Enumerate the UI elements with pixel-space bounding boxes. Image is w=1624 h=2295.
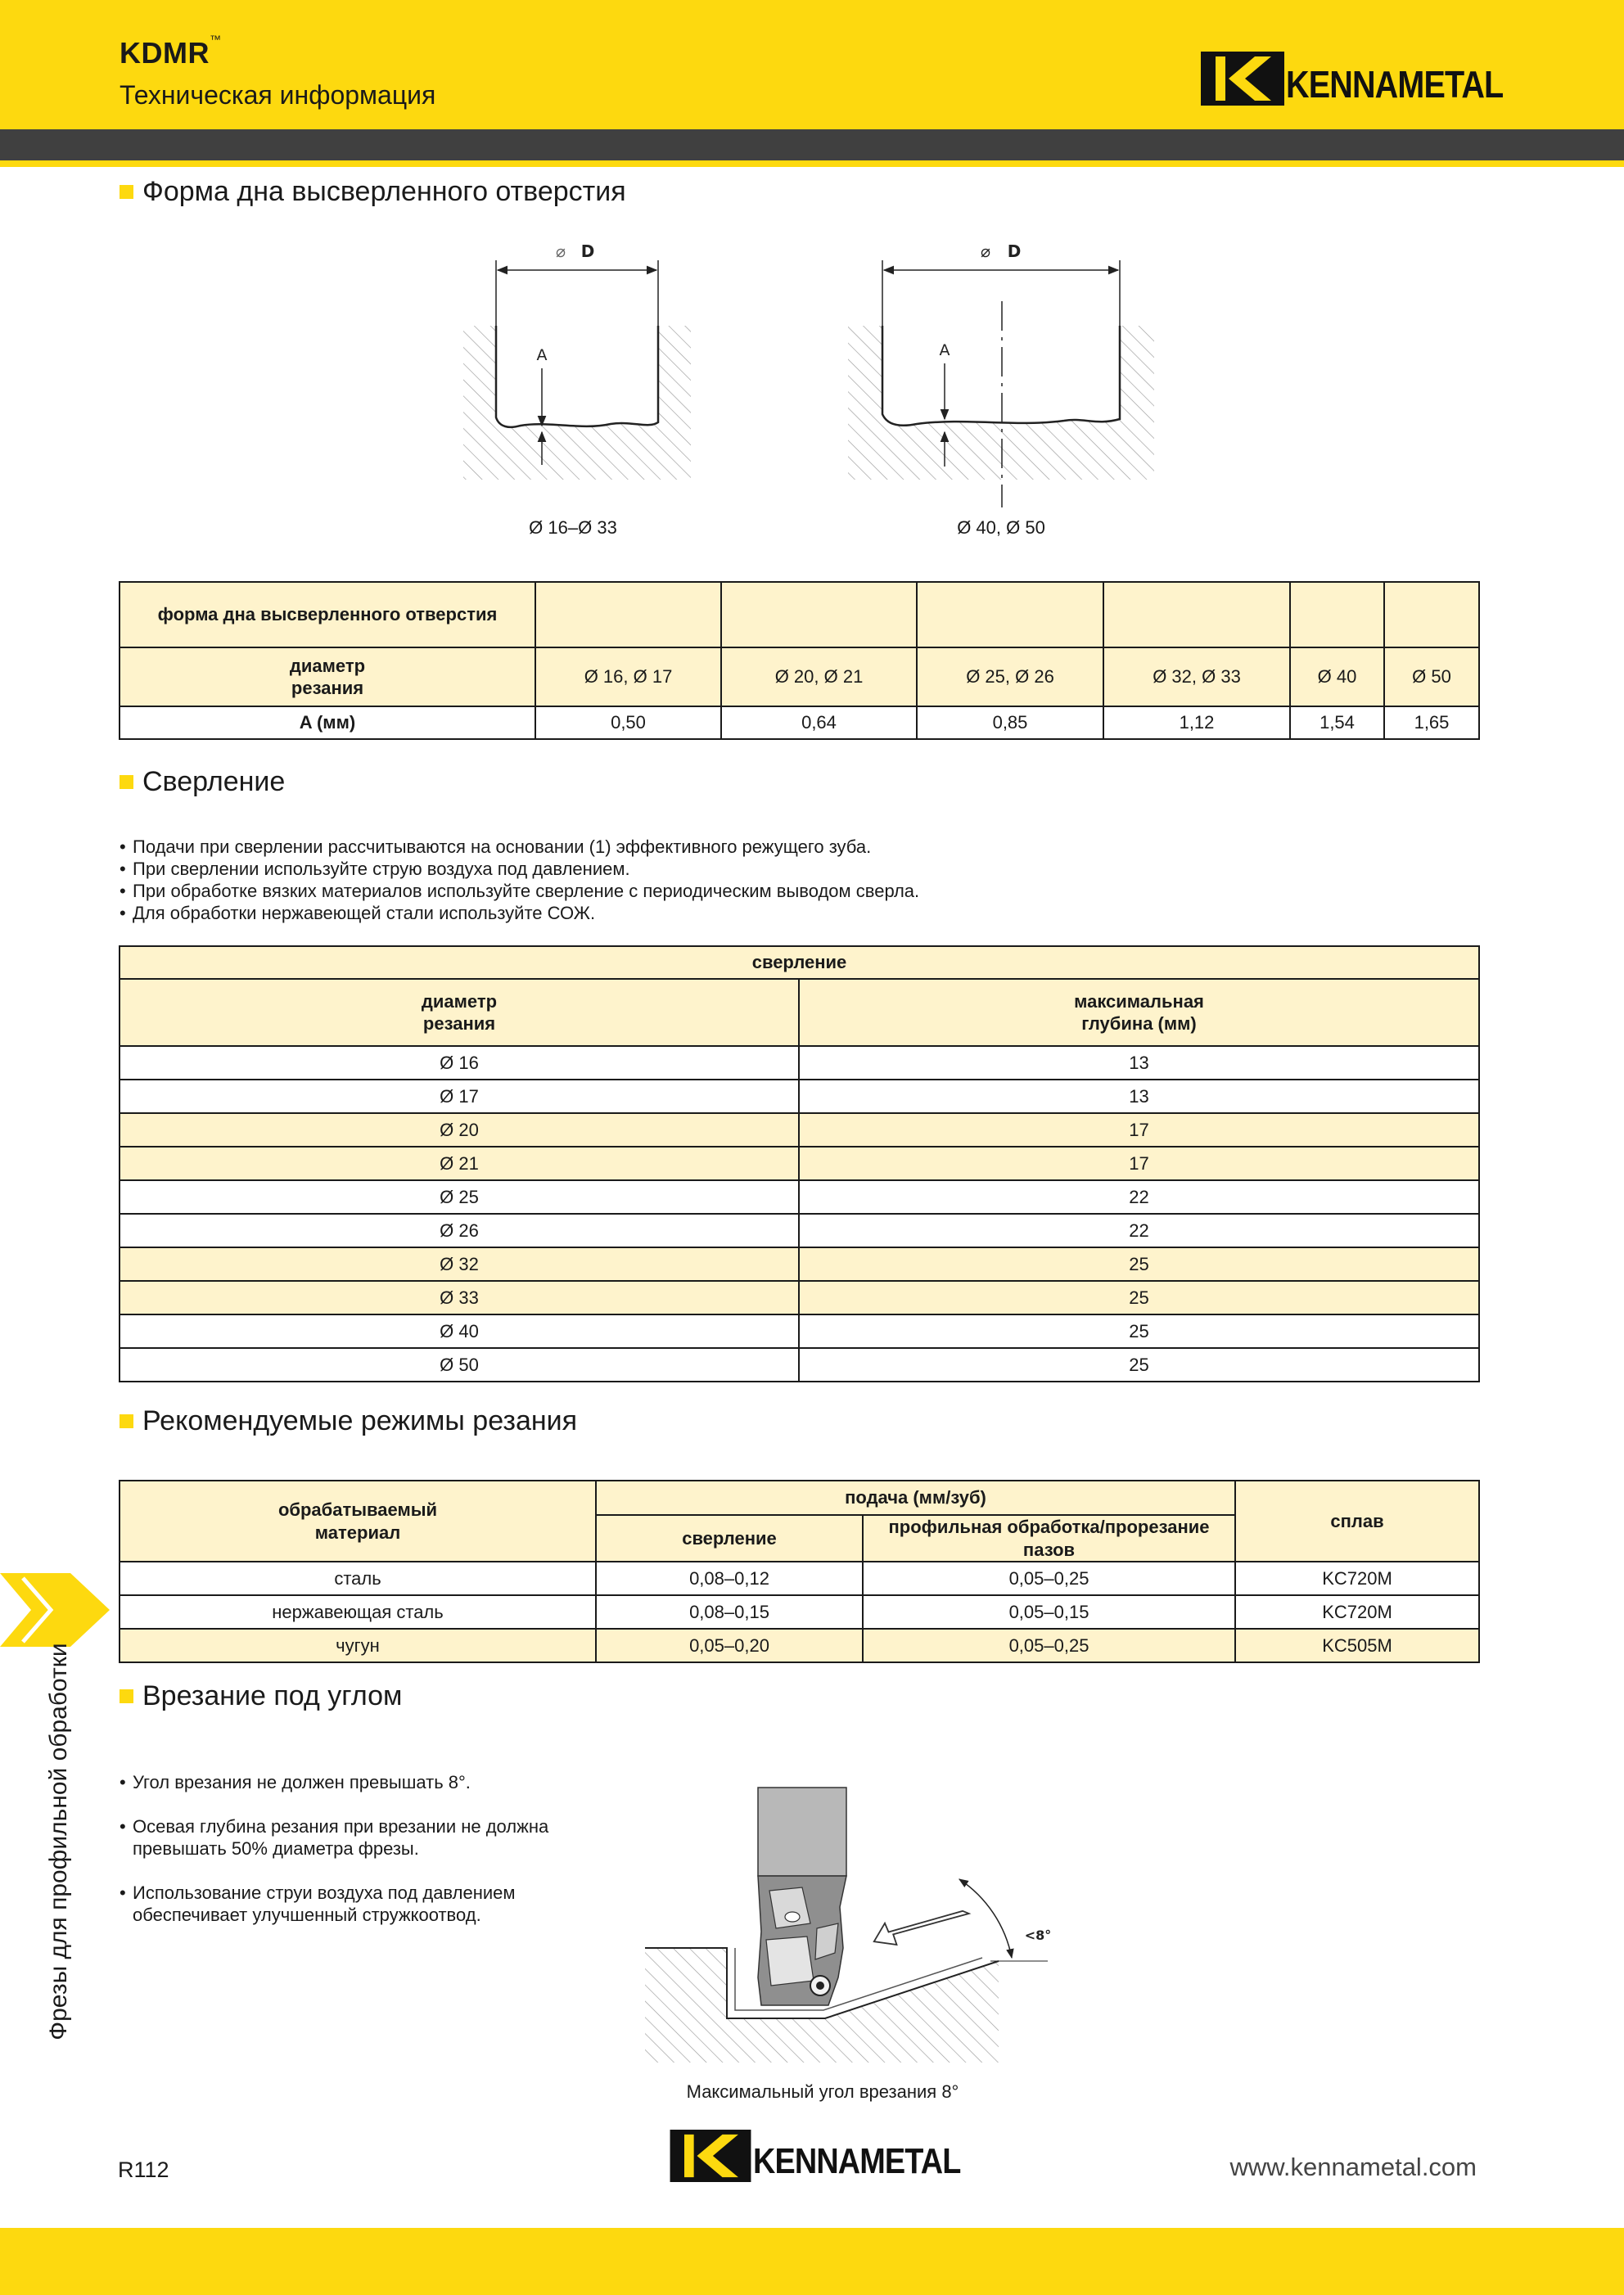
- diameter-cell: Ø 33: [120, 1281, 799, 1314]
- diameter-cell: Ø 20, Ø 21: [721, 647, 917, 706]
- note-item: • Для обработки нержавеющей стали используйте СОЖ.: [120, 902, 919, 924]
- drilling-depth-table: [119, 945, 1480, 1382]
- hole-bottom-table: [119, 581, 1480, 740]
- depth-cell: 17: [799, 1147, 1479, 1180]
- grade-cell: KC720M: [1235, 1595, 1479, 1629]
- kennametal-k-icon: [1201, 52, 1284, 106]
- note-item: • Осевая глубина резания при врезании не должна превышать 50% диаметра фрезы.: [120, 1815, 548, 1860]
- insert: [766, 1937, 814, 1986]
- diameter-cell: Ø 40: [120, 1314, 799, 1348]
- svg-text:D: D: [580, 241, 595, 261]
- note-item: • Угол врезания не должен превышать 8°.: [120, 1771, 548, 1793]
- shape-cell: [1384, 582, 1479, 647]
- column-header-grade: сплав: [1235, 1481, 1479, 1562]
- shape-cell: [1290, 582, 1384, 647]
- shape-cell: [535, 582, 721, 647]
- note-item: • Использование струи воздуха под давлением обеспечивает улучшенный стружкоотвод.: [120, 1882, 548, 1926]
- note-item: • При обработке вязких материалов используйте сверление с периодическим выводом сверла.: [120, 880, 919, 902]
- svg-text:⌀: ⌀: [555, 241, 566, 261]
- drilling-feed-cell: 0,08–0,15: [596, 1595, 863, 1629]
- a-value-cell: 1,12: [1103, 706, 1290, 739]
- diagram-caption-small: Ø 16–Ø 33: [529, 517, 617, 538]
- ramping-notes: [120, 1749, 548, 1948]
- diameter-cell: Ø 25, Ø 26: [917, 647, 1103, 706]
- table-row: [120, 1080, 1479, 1113]
- mill-shank: [758, 1788, 846, 1876]
- chapter-label: Фрезы для профильной обработки: [45, 1643, 72, 2040]
- svg-text:<8°: <8°: [1024, 1928, 1052, 1943]
- depth-cell: 22: [799, 1180, 1479, 1214]
- diameter-cell: Ø 16, Ø 17: [535, 647, 721, 706]
- table-row: [120, 1348, 1479, 1382]
- feed-direction-arrow: [874, 1900, 969, 1955]
- depth-cell: 25: [799, 1314, 1479, 1348]
- chapter-arrow-icon: [0, 1573, 111, 1647]
- row-label-a: A (мм): [120, 706, 535, 739]
- diameter-cell: Ø 20: [120, 1113, 799, 1147]
- product-name: KDMR™: [120, 33, 222, 70]
- footer-kennametal-logo: KENNAMETAL: [670, 2130, 995, 2182]
- table-row: [120, 1281, 1479, 1314]
- diameter-cell: Ø 25: [120, 1180, 799, 1214]
- section-title-hole-bottom: Форма дна высверленного отверстия: [120, 176, 626, 208]
- table-row: [120, 1046, 1479, 1080]
- profile-feed-cell: 0,05–0,15: [863, 1595, 1235, 1629]
- kennametal-logo: KENNAMETAL: [1201, 51, 1539, 106]
- angle-arc: [959, 1879, 1012, 1958]
- svg-text:D: D: [1007, 241, 1022, 261]
- svg-text:⌀: ⌀: [980, 241, 991, 261]
- shape-cell: [1103, 582, 1290, 647]
- depth-cell: 13: [799, 1080, 1479, 1113]
- table-row: [120, 1629, 1479, 1662]
- column-header-diameter: диаметр резания: [120, 979, 799, 1046]
- hole-diagram-small: [463, 241, 691, 480]
- section-marker: [120, 185, 133, 199]
- table-row: [120, 1562, 1479, 1595]
- section-title-cutting-data: Рекомендуемые режимы резания: [120, 1405, 577, 1437]
- kennametal-k-icon: [670, 2130, 751, 2182]
- table-row: [120, 1180, 1479, 1214]
- a-value-cell: 1,65: [1384, 706, 1479, 739]
- ramping-caption: Максимальный угол врезания 8°: [686, 2081, 959, 2102]
- depth-cell: 13: [799, 1046, 1479, 1080]
- section-marker: [120, 1414, 133, 1428]
- grade-cell: KC505M: [1235, 1629, 1479, 1662]
- diagram-caption-large: Ø 40, Ø 50: [957, 517, 1045, 538]
- diameter-cell: Ø 32, Ø 33: [1103, 647, 1290, 706]
- hole-bottom-diagrams: [442, 229, 1211, 507]
- material-cell: нержавеющая сталь: [120, 1595, 596, 1629]
- note-item: • При сверлении используйте струю воздуха под давлением.: [120, 858, 919, 880]
- depth-cell: 25: [799, 1281, 1479, 1314]
- profile-feed-cell: 0,05–0,25: [863, 1629, 1235, 1662]
- a-value-cell: 0,50: [535, 706, 721, 739]
- row-label-shape: форма дна высверленного отверстия: [120, 582, 535, 647]
- table-row: [120, 1214, 1479, 1247]
- cutting-data-table: [119, 1480, 1480, 1663]
- diameter-cell: Ø 50: [120, 1348, 799, 1382]
- depth-cell: 17: [799, 1113, 1479, 1147]
- note-item: • Подачи при сверлении рассчитываются на основании (1) эффективного режущего зуба.: [120, 836, 919, 858]
- diameter-cell: Ø 21: [120, 1147, 799, 1180]
- table-row: [120, 1595, 1479, 1629]
- section-marker: [120, 1689, 133, 1703]
- diameter-cell: Ø 16: [120, 1046, 799, 1080]
- depth-cell: 22: [799, 1214, 1479, 1247]
- page-number: R112: [118, 2157, 169, 2182]
- grade-cell: KC720M: [1235, 1562, 1479, 1595]
- footer-band: [0, 2228, 1624, 2295]
- diameter-cell: Ø 17: [120, 1080, 799, 1113]
- shape-cell: [917, 582, 1103, 647]
- header-dark-stripe: [0, 129, 1624, 160]
- drilling-feed-cell: 0,08–0,12: [596, 1562, 863, 1595]
- a-value-cell: 0,64: [721, 706, 917, 739]
- section-title-drilling: Сверление: [120, 766, 285, 798]
- material-cell: сталь: [120, 1562, 596, 1595]
- section-title-ramping: Врезание под углом: [120, 1680, 402, 1712]
- drilling-notes: [120, 836, 919, 924]
- website-link[interactable]: www.kennametal.com: [1229, 2153, 1477, 2181]
- hole-diagram-large: [848, 241, 1154, 507]
- column-header-drilling: сверление: [596, 1515, 863, 1562]
- diameter-cell: Ø 40: [1290, 647, 1384, 706]
- table-row: [120, 1314, 1479, 1348]
- diameter-cell: Ø 32: [120, 1247, 799, 1281]
- column-header-depth: максимальная глубина (мм): [799, 979, 1479, 1046]
- row-label-diameter: диаметр резания: [120, 647, 535, 706]
- a-value-cell: 1,54: [1290, 706, 1384, 739]
- depth-cell: 25: [799, 1247, 1479, 1281]
- section-marker: [120, 775, 133, 789]
- header-yellow-stripe: [0, 160, 1624, 167]
- column-header-material: обрабатываемый материал: [120, 1481, 596, 1562]
- header-subtitle: Техническая информация: [120, 80, 436, 110]
- diameter-cell: Ø 26: [120, 1214, 799, 1247]
- table-row: [120, 1147, 1479, 1180]
- profile-feed-cell: 0,05–0,25: [863, 1562, 1235, 1595]
- table-title: сверление: [120, 946, 1479, 979]
- ramping-diagram: [638, 1784, 1064, 2071]
- a-value-cell: 0,85: [917, 706, 1103, 739]
- table-row: [120, 1113, 1479, 1147]
- shape-cell: [721, 582, 917, 647]
- diameter-cell: Ø 50: [1384, 647, 1479, 706]
- column-header-feed: подача (мм/зуб): [596, 1481, 1235, 1515]
- svg-text:A: A: [939, 341, 950, 359]
- column-header-profiling: профильная обработка/прорезание пазов: [863, 1515, 1235, 1562]
- depth-cell: 25: [799, 1348, 1479, 1382]
- material-cell: чугун: [120, 1629, 596, 1662]
- drilling-feed-cell: 0,05–0,20: [596, 1629, 863, 1662]
- svg-text:A: A: [536, 346, 548, 364]
- table-row: [120, 1247, 1479, 1281]
